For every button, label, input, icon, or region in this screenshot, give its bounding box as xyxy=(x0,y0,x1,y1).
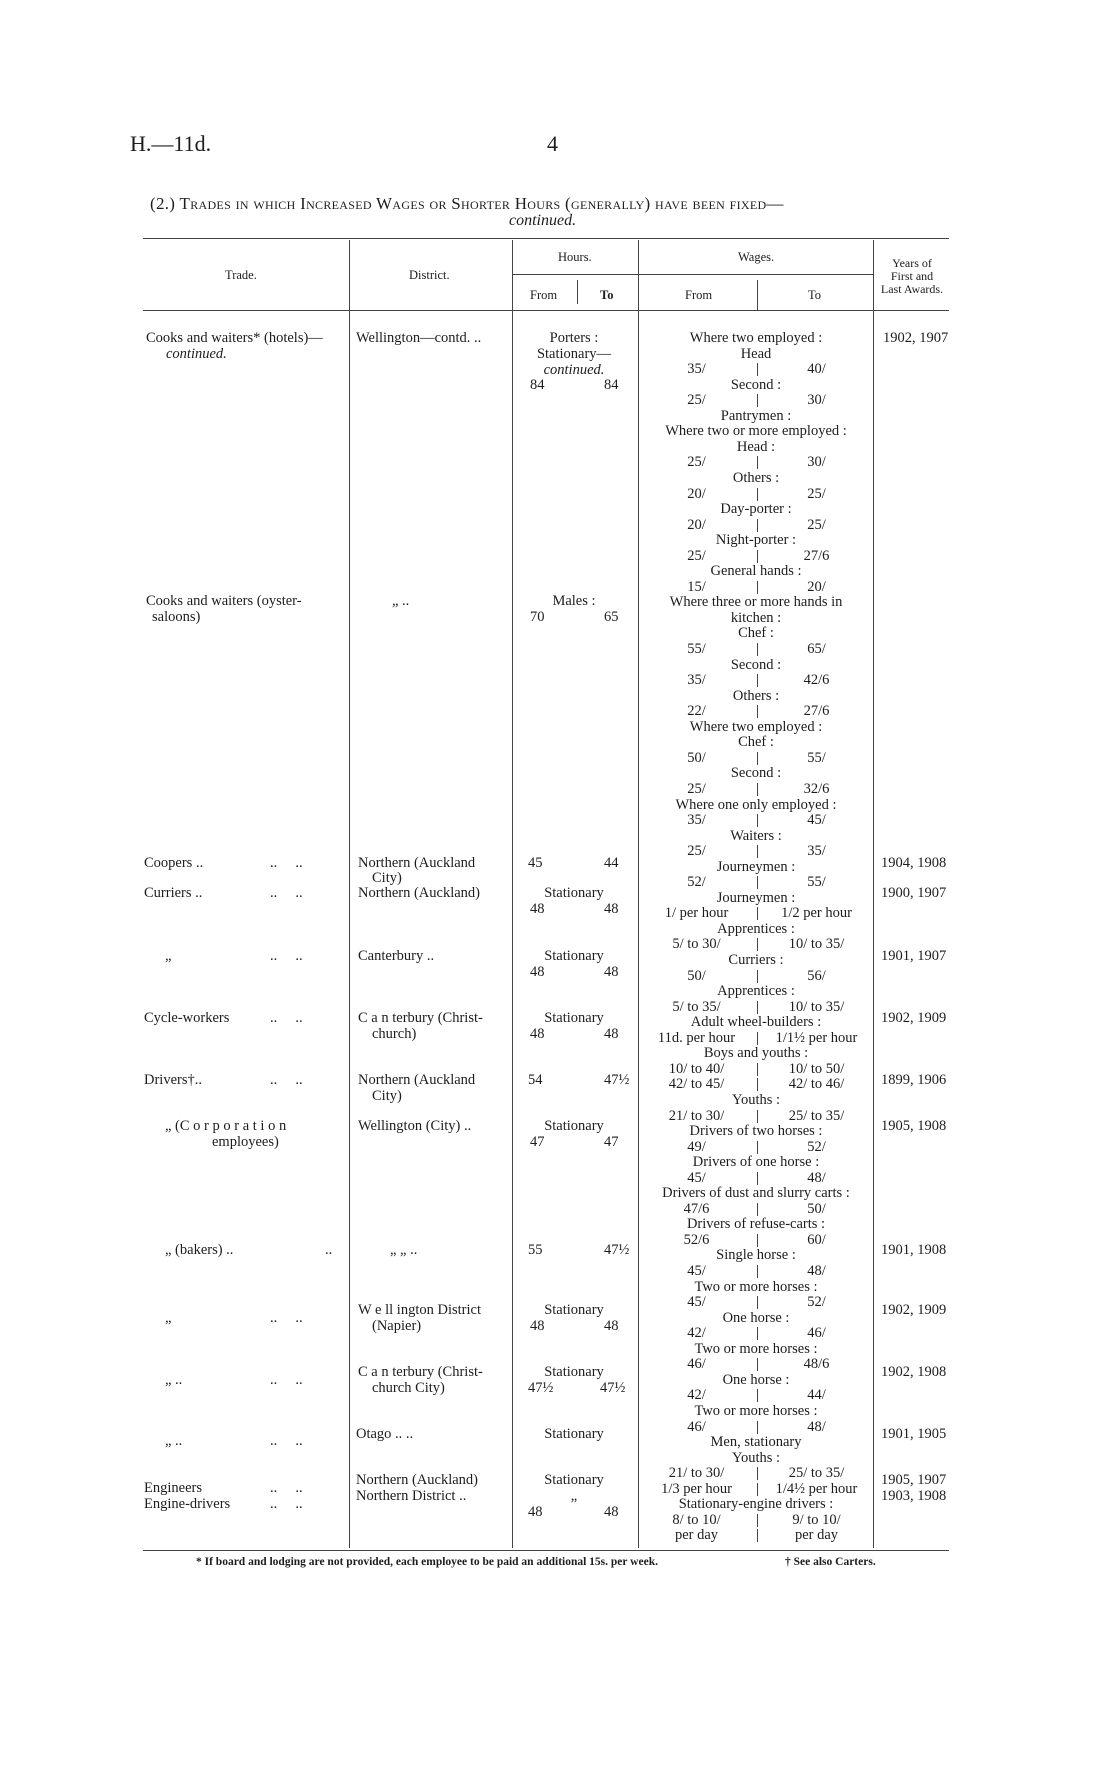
wage-from: 42/ to 45/ xyxy=(668,1076,725,1093)
award-years: 1905, 1908 xyxy=(881,1118,947,1134)
wage-divider xyxy=(757,705,758,718)
award-years: 1900, 1907 xyxy=(881,885,947,901)
wage-heading: Journeymen : xyxy=(716,889,796,906)
wage-from: 8/ to 10/ xyxy=(672,1511,721,1528)
hours-from: 47½ xyxy=(528,1380,554,1396)
wage-from: 50/ xyxy=(687,749,706,766)
hours-to: 65 xyxy=(604,609,619,625)
trade-entry: „ .. xyxy=(165,1433,183,1449)
wage-divider xyxy=(757,814,758,827)
wages-subdivider xyxy=(757,280,758,310)
wage-divider xyxy=(757,845,758,858)
wage-divider xyxy=(757,363,758,376)
col-header-trade: Trade. xyxy=(225,268,257,282)
hours-from: 47 xyxy=(530,1134,545,1150)
wage-from: 25/ xyxy=(687,454,706,471)
wage-from: 47/6 xyxy=(683,1200,710,1217)
wage-heading: Single horse : xyxy=(716,1247,796,1264)
wage-heading: Chef : xyxy=(738,734,774,751)
wage-to: 25/ to 35/ xyxy=(788,1107,845,1124)
wage-to: 65/ xyxy=(807,641,826,657)
wage-from: 20/ xyxy=(687,516,706,533)
hours-to: 47½ xyxy=(604,1072,630,1088)
wage-divider xyxy=(757,1514,758,1527)
hours-to: 47½ xyxy=(600,1380,626,1396)
wage-divider xyxy=(757,1141,758,1154)
hours-to: 48 xyxy=(604,1318,619,1334)
wage-divider xyxy=(757,674,758,687)
wage-divider xyxy=(757,1529,758,1542)
award-years: 1902, 1909 xyxy=(881,1010,947,1026)
wage-heading: Head : xyxy=(736,438,776,455)
col-header-years: Years of First and Last Awards. xyxy=(880,256,944,296)
wage-from: 35/ xyxy=(687,672,706,689)
wage-divider xyxy=(757,643,758,656)
wage-divider xyxy=(757,550,758,563)
wage-to: 10/ to 50/ xyxy=(788,1060,845,1077)
wage-to: 48/ xyxy=(807,1169,826,1186)
table-title-continued: continued. xyxy=(509,212,577,229)
district-entry: Northern District .. xyxy=(356,1488,467,1504)
wage-from: 49/ xyxy=(687,1138,706,1155)
hours-from: 48 xyxy=(530,1026,545,1042)
wage-from: 20/ xyxy=(687,485,706,502)
wage-heading: Stationary-engine drivers : xyxy=(678,1496,834,1513)
wage-divider xyxy=(757,783,758,796)
wage-divider xyxy=(757,1421,758,1434)
wage-divider xyxy=(757,752,758,765)
wage-divider xyxy=(757,1467,758,1480)
district-entry: C a n terbury (Christ- xyxy=(358,1010,483,1026)
wage-divider xyxy=(757,1063,758,1076)
wage-divider xyxy=(757,1203,758,1216)
trade-entry: Cycle-workers xyxy=(144,1010,230,1026)
hours-to: 44 xyxy=(604,855,619,871)
hours-to: 47½ xyxy=(604,1242,630,1258)
wage-to: 25/ xyxy=(807,516,826,533)
wage-heading: Drivers of dust and slurry carts : xyxy=(662,1185,850,1202)
wage-from: 45/ xyxy=(687,1294,706,1311)
trade-entry: Curriers .. xyxy=(144,885,203,901)
leader-dots: .. .. xyxy=(270,1310,303,1326)
wage-divider xyxy=(757,1032,758,1045)
wage-from: 42/ xyxy=(687,1325,706,1342)
header-bottom-rule xyxy=(143,310,949,311)
wage-from: 25/ xyxy=(687,780,706,797)
hours-from: 84 xyxy=(530,377,545,393)
hours-from: 55 xyxy=(528,1242,543,1258)
wage-heading: Where two employed : xyxy=(689,718,823,735)
wage-heading: Two or more horses : xyxy=(694,1402,818,1419)
district-entry: Northern (Auckland xyxy=(358,855,476,871)
wage-divider xyxy=(757,970,758,983)
wage-heading: Second : xyxy=(730,765,782,782)
award-years: 1902, 1907 xyxy=(883,330,949,346)
wage-divider xyxy=(757,1483,758,1496)
wage-to: 48/ xyxy=(807,1263,826,1279)
document-reference: H.—11d. xyxy=(130,131,212,156)
wage-to: 55/ xyxy=(807,874,826,891)
hours-label: Stationary xyxy=(544,1302,604,1318)
table-bottom-rule xyxy=(143,1550,949,1551)
trade-entry: „ .. xyxy=(165,1372,183,1388)
district-entry-continued: church City) xyxy=(372,1380,445,1396)
district-entry: „ „ .. xyxy=(390,1242,418,1258)
wage-heading: Where one only employed : xyxy=(675,796,837,813)
col-header-wages-from: From xyxy=(685,288,713,302)
footnote-carters: † See also Carters. xyxy=(785,1556,876,1568)
hours-from: 48 xyxy=(528,1504,543,1520)
wage-heading: Chef : xyxy=(738,625,774,642)
wage-heading: Day-porter : xyxy=(720,501,792,518)
wage-divider xyxy=(757,1296,758,1309)
wage-heading: Where two employed : xyxy=(689,330,823,346)
wage-from: 25/ xyxy=(687,392,706,409)
award-years: 1901, 1907 xyxy=(881,948,947,964)
wage-to: 35/ xyxy=(807,843,826,860)
wage-heading: Others : xyxy=(732,687,780,704)
wage-from: 10/ to 40/ xyxy=(668,1060,725,1077)
hours-label: Stationary xyxy=(544,1426,604,1442)
wage-to: 42/ to 46/ xyxy=(788,1076,845,1093)
wage-heading: Where three or more hands in xyxy=(669,594,843,611)
district-entry: Northern (Auckland xyxy=(358,1072,476,1088)
wage-divider xyxy=(757,1172,758,1185)
trade-entry-continued: continued. xyxy=(166,346,227,362)
wage-to: 10/ to 35/ xyxy=(788,936,845,953)
district-entry: W e ll ington District xyxy=(358,1302,481,1318)
wage-divider xyxy=(757,1358,758,1371)
wage-heading: Two or more horses : xyxy=(694,1340,818,1357)
wage-to: 30/ xyxy=(807,392,826,409)
wage-heading: Drivers of one horse : xyxy=(692,1154,820,1171)
district-entry: Wellington (City) .. xyxy=(358,1118,472,1134)
wage-from: 45/ xyxy=(687,1263,706,1279)
page-number: 4 xyxy=(547,131,558,156)
district-entry-continued: church) xyxy=(372,1026,417,1042)
wage-from: 45/ xyxy=(687,1169,706,1186)
wage-to: 52/ xyxy=(807,1294,826,1311)
wage-from: per day xyxy=(674,1527,719,1544)
wage-from: 50/ xyxy=(687,967,706,984)
wage-from: 15/ xyxy=(687,578,706,595)
award-years: 1904, 1908 xyxy=(881,855,947,871)
trade-entry: Engineers xyxy=(144,1480,202,1496)
award-years: 1902, 1909 xyxy=(881,1302,947,1318)
hours-to: 48 xyxy=(604,1026,619,1042)
trade-entry: Cooks and waiters (oyster- xyxy=(146,593,302,609)
hours-from: 54 xyxy=(528,1072,543,1088)
trade-entry: „ (C o r p o r a t i o n xyxy=(165,1118,287,1134)
leader-dots: .. xyxy=(325,1242,333,1258)
wage-to: 40/ xyxy=(807,361,826,378)
wage-from: 11d. per hour xyxy=(657,1029,736,1046)
hours-to: 48 xyxy=(604,964,619,980)
hours-wages-subrule xyxy=(513,274,873,275)
wage-divider xyxy=(757,907,758,920)
award-years: 1902, 1908 xyxy=(881,1364,947,1380)
wage-from: 35/ xyxy=(687,361,706,378)
wage-to: 1/1½ per hour xyxy=(775,1029,858,1046)
wage-from: 5/ to 30/ xyxy=(672,936,721,953)
col-header-wages: Wages. xyxy=(738,250,775,264)
col-header-hours-from: From xyxy=(530,288,558,302)
wage-to: 1/2 per hour xyxy=(781,905,852,922)
district-entry-continued: City) xyxy=(372,1088,402,1104)
wage-from: 35/ xyxy=(687,812,706,829)
wage-to: 42/6 xyxy=(803,672,830,689)
wage-divider xyxy=(757,581,758,594)
award-years: 1905, 1907 xyxy=(881,1472,947,1488)
leader-dots: .. .. xyxy=(270,1072,303,1088)
hours-from: 48 xyxy=(530,964,545,980)
wage-to: 1/4½ per hour xyxy=(775,1480,858,1497)
hours-label: Stationary xyxy=(544,885,604,901)
wage-to: 55/ xyxy=(807,749,826,766)
col-divider-district xyxy=(512,240,513,1548)
award-years: 1899, 1906 xyxy=(881,1072,947,1088)
wage-heading: Night-porter : xyxy=(715,532,797,549)
col-header-district: District. xyxy=(409,268,450,282)
col-divider-trade xyxy=(349,240,350,1548)
wage-heading: Head xyxy=(740,345,772,362)
wage-from: 46/ xyxy=(687,1418,706,1435)
trade-entry: Cooks and waiters* (hotels)— xyxy=(146,330,323,346)
district-entry-continued: City) xyxy=(372,870,402,886)
hours-label: Stationary xyxy=(544,1364,604,1380)
district-entry: Northern (Auckland) xyxy=(358,885,480,901)
hours-from: 70 xyxy=(530,609,545,625)
table-title: (2.) Trades in which Increased Wages or Shorter Hours (generally) have been fixed— xyxy=(150,194,784,213)
hours-label: continued. xyxy=(543,362,605,378)
wage-from: 55/ xyxy=(687,641,706,657)
district-entry: Otago .. .. xyxy=(356,1426,414,1442)
col-divider-wages xyxy=(873,240,874,1548)
wage-from: 25/ xyxy=(687,843,706,860)
leader-dots: .. .. xyxy=(270,1010,303,1026)
wage-divider xyxy=(757,876,758,889)
trade-entry: „ xyxy=(165,1310,172,1326)
wage-divider xyxy=(757,1327,758,1340)
wage-from: 21/ to 30/ xyxy=(668,1465,725,1482)
wage-from: 21/ to 30/ xyxy=(668,1107,725,1124)
wage-heading: Boys and youths : xyxy=(703,1045,809,1062)
wage-from: 46/ xyxy=(687,1356,706,1373)
wage-divider xyxy=(757,456,758,469)
col-header-wages-to: To xyxy=(808,288,822,302)
district-entry: C a n terbury (Christ- xyxy=(358,1364,483,1380)
district-entry: Northern (Auckland) xyxy=(356,1472,478,1488)
wage-to: 60/ xyxy=(807,1231,826,1248)
wage-divider xyxy=(757,1078,758,1091)
hours-label: „ xyxy=(570,1488,578,1504)
wage-heading: Others : xyxy=(732,469,780,486)
wage-heading: Journeymen : xyxy=(716,858,796,875)
hours-label: Stationary xyxy=(544,1472,604,1488)
wage-to: 30/ xyxy=(807,454,826,471)
hours-to: 48 xyxy=(604,1504,619,1520)
district-entry: „ .. xyxy=(392,593,410,609)
hours-label: Stationary xyxy=(544,1118,604,1134)
wage-to: 45/ xyxy=(807,812,826,829)
wage-heading: Two or more horses : xyxy=(694,1278,818,1295)
col-header-hours-to: To xyxy=(600,288,614,302)
wage-divider xyxy=(757,1110,758,1123)
hours-label: Stationary— xyxy=(536,346,612,362)
wage-divider xyxy=(757,394,758,407)
wage-to: 48/ xyxy=(807,1418,826,1435)
hours-from: 45 xyxy=(528,855,543,871)
trade-entry-continued: saloons) xyxy=(152,609,201,625)
hours-to: 47 xyxy=(604,1134,619,1150)
hours-to: 84 xyxy=(604,377,619,393)
wage-heading: Youths : xyxy=(731,1091,781,1108)
table-top-rule xyxy=(143,238,949,239)
hours-from: 48 xyxy=(530,1318,545,1334)
award-years: 1901, 1905 xyxy=(881,1426,947,1442)
wage-divider xyxy=(757,519,758,532)
wage-divider xyxy=(757,1001,758,1014)
wage-to: 44/ xyxy=(807,1387,826,1404)
footnote-board: * If board and lodging are not provided, each employee to be paid an additional 15s. per week. xyxy=(196,1556,658,1568)
wage-heading: Second : xyxy=(730,376,782,393)
leader-dots: .. .. xyxy=(270,855,303,871)
wage-to: 50/ xyxy=(807,1200,826,1217)
hours-label: Stationary xyxy=(544,948,604,964)
wage-heading: Apprentices : xyxy=(717,983,795,1000)
trade-entry: Coopers .. xyxy=(144,855,204,871)
wage-to: 56/ xyxy=(807,967,826,984)
wage-heading: Drivers of refuse-carts : xyxy=(686,1216,826,1233)
trade-entry: „ (bakers) .. xyxy=(165,1242,234,1258)
award-years: 1901, 1908 xyxy=(881,1242,947,1258)
hours-label: Males : xyxy=(552,593,596,609)
wage-divider xyxy=(757,1389,758,1402)
award-years: 1903, 1908 xyxy=(881,1488,947,1504)
leader-dots: .. .. xyxy=(270,1480,303,1496)
wage-to: 52/ xyxy=(807,1138,826,1155)
wage-to: 20/ xyxy=(807,578,826,595)
wage-to: 25/ xyxy=(807,485,826,502)
wage-heading: Men, stationary xyxy=(710,1434,802,1451)
wage-heading: Pantrymen : xyxy=(720,407,792,424)
wage-to: 27/6 xyxy=(803,547,830,564)
leader-dots: .. .. xyxy=(270,885,303,901)
hours-label: Porters : xyxy=(549,330,599,346)
wage-divider xyxy=(757,1234,758,1247)
wage-to: 27/6 xyxy=(803,703,830,720)
district-entry-continued: (Napier) xyxy=(372,1318,422,1334)
leader-dots: .. .. xyxy=(270,1496,303,1512)
trade-entry: „ xyxy=(165,948,172,964)
wage-to: 10/ to 35/ xyxy=(788,998,845,1015)
wage-from: 5/ to 35/ xyxy=(672,998,721,1015)
wage-heading: kitchen : xyxy=(730,609,782,626)
wage-heading: Adult wheel-builders : xyxy=(690,1014,822,1031)
wage-heading: General hands : xyxy=(710,563,802,580)
wage-to: 25/ to 35/ xyxy=(788,1465,845,1482)
wage-from: 52/ xyxy=(687,874,706,891)
wage-heading: One horse : xyxy=(722,1371,790,1388)
col-divider-hours xyxy=(638,240,639,1548)
wage-heading: Waiters : xyxy=(730,827,782,844)
district-entry: Wellington—contd. .. xyxy=(356,330,482,346)
hours-to: 48 xyxy=(604,901,619,917)
leader-dots: .. .. xyxy=(270,1372,303,1388)
wage-from: 22/ xyxy=(687,703,706,720)
hours-subdivider xyxy=(577,280,578,304)
wage-to: 9/ to 10/ xyxy=(792,1511,841,1528)
wage-to: 32/6 xyxy=(803,780,830,797)
wage-heading: Second : xyxy=(730,656,782,673)
wage-to: 46/ xyxy=(807,1325,826,1342)
wage-heading: One horse : xyxy=(722,1309,790,1326)
wage-divider xyxy=(757,488,758,501)
wage-heading: Youths : xyxy=(731,1449,781,1466)
wage-from: 25/ xyxy=(687,547,706,564)
wage-from: 1/ per hour xyxy=(664,905,729,922)
wage-divider xyxy=(757,938,758,951)
trade-entry: Drivers†.. xyxy=(144,1072,202,1088)
wage-heading: Where two or more employed : xyxy=(665,423,847,440)
wage-from: 42/ xyxy=(687,1387,706,1404)
leader-dots: .. .. xyxy=(270,948,303,964)
wage-divider xyxy=(757,1265,758,1278)
leader-dots: .. .. xyxy=(270,1433,303,1449)
district-entry: Canterbury .. xyxy=(358,948,435,964)
trade-entry-continued: employees) xyxy=(212,1134,279,1150)
hours-label: Stationary xyxy=(544,1010,604,1026)
trade-entry: Engine-drivers xyxy=(144,1496,231,1512)
wage-to: per day xyxy=(794,1527,839,1544)
wage-from: 52/6 xyxy=(683,1231,710,1248)
wage-to: 48/6 xyxy=(803,1356,830,1373)
col-header-hours: Hours. xyxy=(558,250,592,264)
wage-from: 1/3 per hour xyxy=(661,1480,732,1497)
wage-heading: Curriers : xyxy=(728,952,784,968)
hours-from: 48 xyxy=(530,901,545,917)
wage-heading: Drivers of two horses : xyxy=(689,1123,823,1140)
wage-heading: Apprentices : xyxy=(717,920,795,937)
